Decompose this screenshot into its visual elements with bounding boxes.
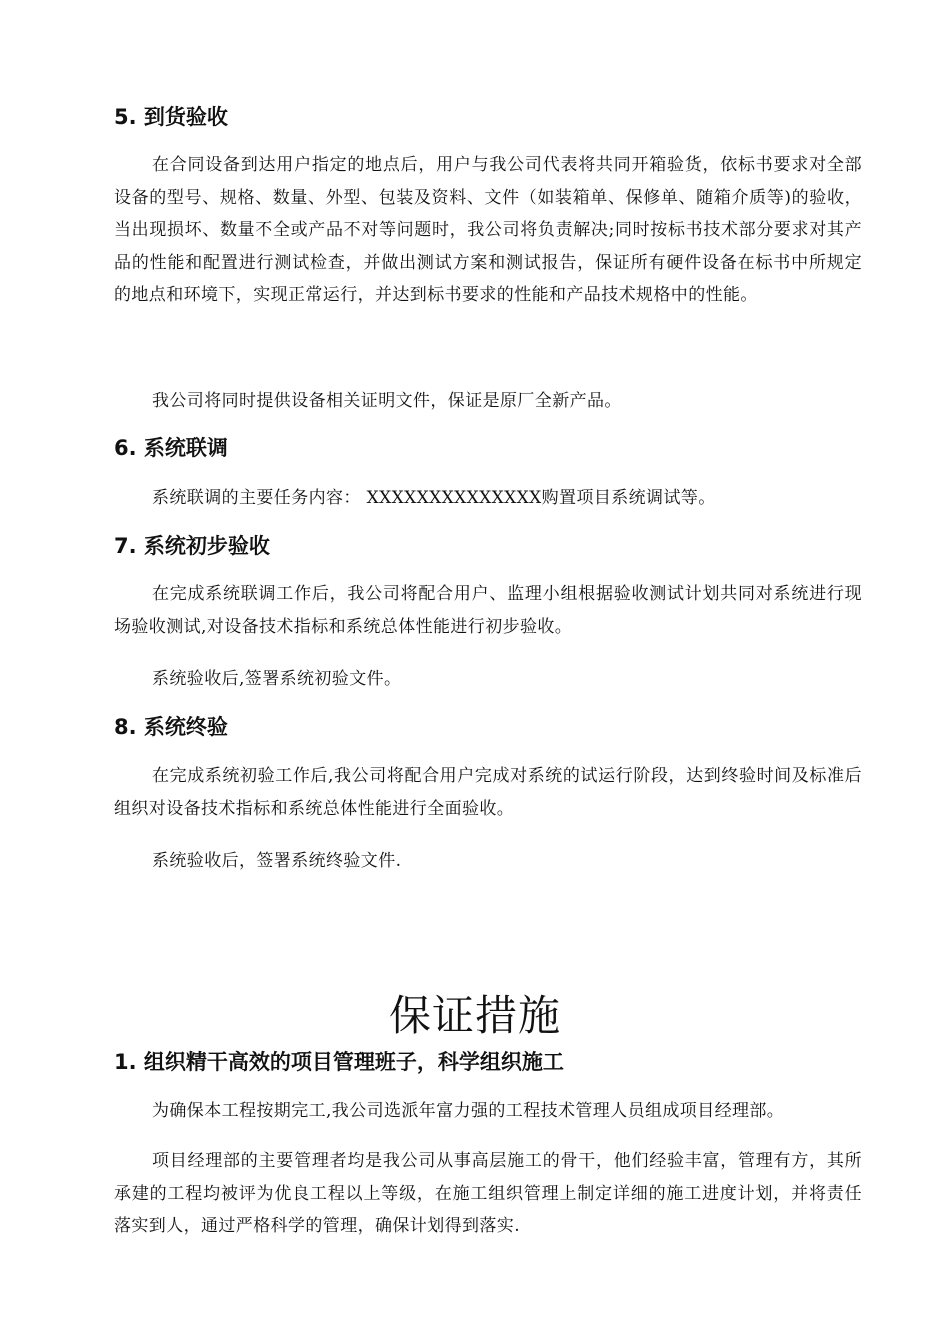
paragraph: 在完成系统联调工作后，我公司将配合用户、监理小组根据验收测试计划共同对系统进行现场验收测试,对设备技术指标和系统总体性能进行初步验收。 [114,584,862,637]
chapter-title: 保证措施 [388,991,561,1040]
paragraph: 我公司将同时提供设备相关证明文件，保证是原厂全新产品。 [152,391,622,411]
paragraph: 为确保本工程按期完工,我公司选派年富力强的工程技术管理人员组成项目经理部。 [152,1101,785,1121]
section-heading-preliminary-acceptance: 7. 系统初步验收 [114,534,270,558]
section-heading-final-acceptance: 8. 系统终验 [114,715,228,739]
section-heading-integration: 6. 系统联调 [114,436,228,460]
section-heading-project-team: 1. 组织精干高效的项目管理班子，科学组织施工 [114,1050,564,1074]
paragraph: 在合同设备到达用户指定的地点后，用户与我公司代表将共同开箱验货，依标书要求对全部设备的型号、规格、数量、外型、包装及资料、文件（如装箱单、保修单、随箱介质等)的验收，当出现损坏、数量不全或产品不对等问题时，我公司将负责解决;同时按标书技术部分要求对其产品的性能和配置进行测试检查，并做出测试方案和测试报告，保证所有硬件设备在标书中所规定的地点和环境下，实现正常运行，并达到标书要求的性能和产品技术规格中的性能。 [114,155,862,305]
paragraph: 在完成系统初验工作后,我公司将配合用户完成对系统的试运行阶段，达到终验时间及标准后组织对设备技术指标和系统总体性能进行全面验收。 [114,766,862,819]
paragraph: 系统联调的主要任务内容： XXXXXXXXXXXXXX购置项目系统调试等。 [152,488,716,508]
section-heading-acceptance: 5. 到货验收 [114,105,228,129]
paragraph: 项目经理部的主要管理者均是我公司从事高层施工的骨干，他们经验丰富，管理有方，其所承建的工程均被评为优良工程以上等级，在施工组织管理上制定详细的施工进度计划，并将责任落实到人，通过严格科学的管理，确保计划得到落实. [114,1151,862,1236]
paragraph: 系统验收后,签署系统初验文件。 [152,669,402,689]
paragraph: 系统验收后，签署系统终验文件. [152,851,402,871]
